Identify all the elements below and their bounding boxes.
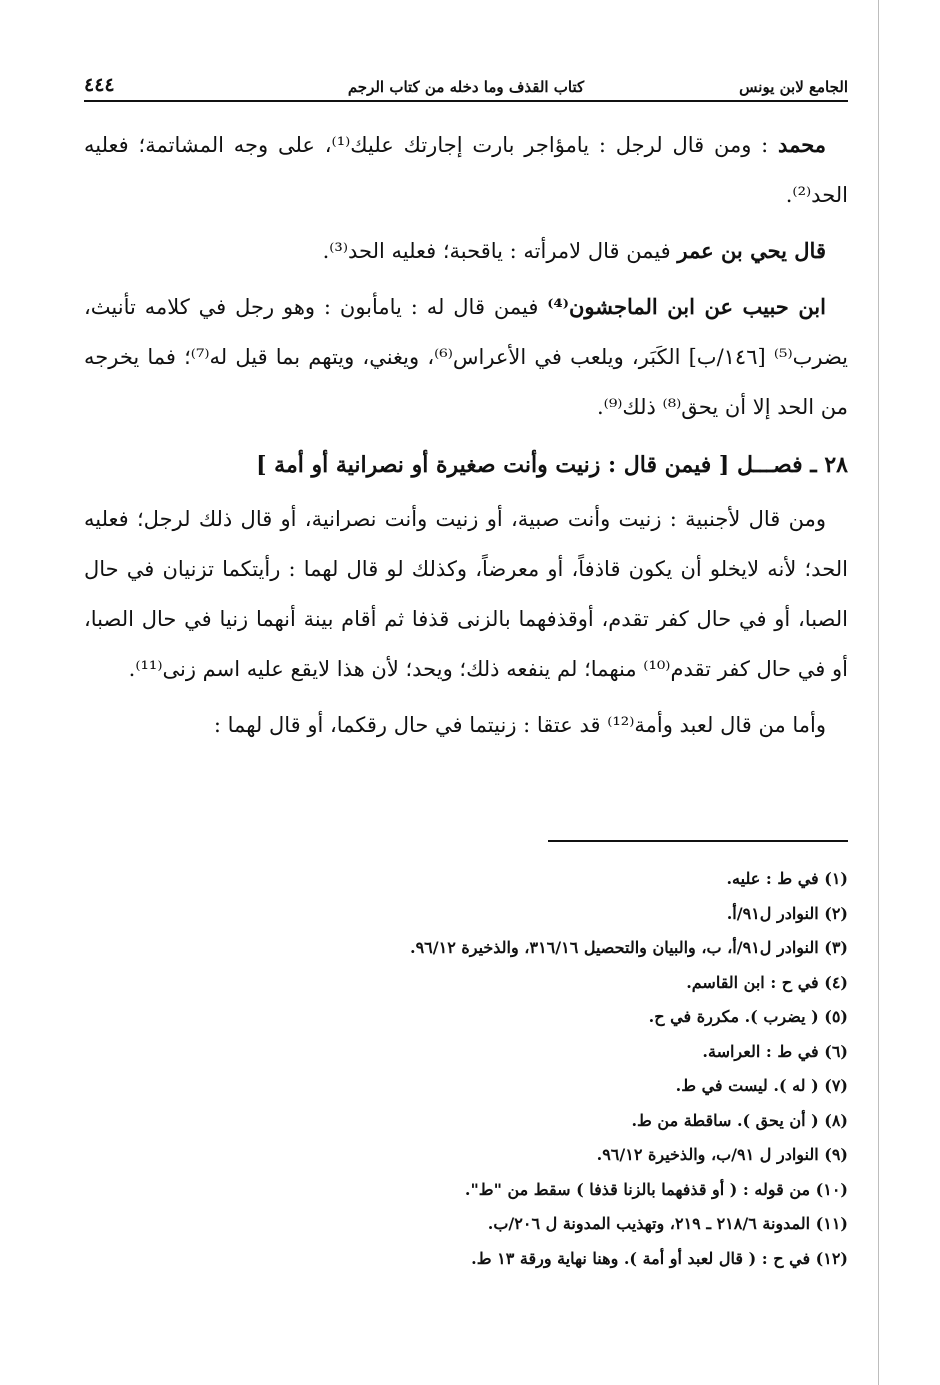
- paragraph-2-text: فيمن قال لامرأته : ياقحبة؛ فعليه الحد⁽³⁾.: [322, 239, 678, 263]
- book-page: [84, 70, 849, 1268]
- footnote: (١١) المدونة ٢١٨/٦ ـ ٢١٩، وتهذيب المدونة ل ٢٠٦/ب.: [487, 1214, 848, 1233]
- paragraph-3-lead: ابن حبيب عن ابن الماجشون⁽⁴⁾: [547, 294, 826, 319]
- footnote: (٨) ( أن يحق ). ساقطة من ط.: [631, 1110, 848, 1130]
- main-text: [84, 120, 848, 750]
- footnote: (٩) النوادر ل ٩١/ب، والذخيرة ٩٦/١٢.: [596, 1145, 848, 1164]
- footnote: (٥) ( يضرب ). مكررة في ح.: [648, 1007, 848, 1026]
- paragraph-2: [84, 226, 848, 276]
- footnotes: [84, 862, 848, 1276]
- page-edge-line: [878, 0, 879, 1385]
- paragraph-3: [84, 282, 848, 432]
- paragraph-1-text: : ومن قال لرجل : يامؤاجر بارت إجارتك عليك⁽¹⁾، على وجه المشاتمة؛ فعليه الحد⁽²⁾.: [84, 133, 848, 207]
- paragraph-2-lead: قال يحي بن عمر: [677, 238, 826, 263]
- footnote: (١٠) من قوله : ( أو قذفهما بالزنا قذفا ) سقط من "ط".: [464, 1179, 848, 1199]
- footnote: (١٢) في ح : ( قال لعبد أو أمة ). وهنا نهاية ورقة ١٣ ط.: [471, 1248, 848, 1268]
- footnote: (١) في ط : عليه.: [726, 869, 848, 888]
- footnote: (٧) ( له ). ليست في ط.: [675, 1076, 848, 1095]
- page-number: ٤٤٤: [84, 74, 115, 96]
- header-book-title: الجامع لابن يونس: [739, 78, 848, 96]
- paragraph-1: [84, 120, 848, 220]
- paragraph-3-text: فيمن قال له : يامأبون : وهو رجل في كلامه تأنيث، يضرب⁽⁵⁾ [١٤٦/ب] الكَبَر، ويلعب في الأعراس⁽⁶⁾، ويغني، ويتهم بما قيل له⁽⁷⁾؛ فما يخرجه من الحد إلا أن يحق⁽⁸⁾ ذلك⁽⁹⁾.: [84, 295, 849, 419]
- paragraph-1-lead: محمد: [778, 132, 827, 157]
- section-paragraph-2: وأما من قال لعبد وأمة⁽¹²⁾ قد عتقا : زنيتما في حال رقكما، أو قال لهما :: [213, 713, 826, 737]
- header-chapter-title: كتاب القذف وما دخله من كتاب الرجم: [347, 78, 585, 96]
- footnote: (٢) النوادر ل٩١/أ.: [726, 903, 848, 923]
- footnote: (٦) في ط : العراسة.: [702, 1041, 848, 1061]
- footnote: (٤) في ح : ابن القاسم.: [686, 972, 848, 992]
- footnote: (٣) النوادر ل٩١/أ، ب، والبيان والتحصيل ٣١٦/١٦، والذخيرة ٩٦/١٢.: [409, 938, 848, 957]
- running-header: [84, 70, 848, 102]
- section-paragraph-1: ومن قال لأجنبية : زنيت وأنت صبية، أو زنيت وأنت نصرانية، أو قال ذلك لرجل؛ فعليه الحد؛ لأنه لايخلو أن يكون قاذفاً، أو معرضاً، وكذلك لو قال لهما : رأيتكما تزنيان في حال الصبا، أو في حال كفر تقدم، أوقذفهما بالزنى قذفا ثم أقام بينة أنهما زنيا في حال الصبا، أو في حال كفر تقدم⁽¹⁰⁾ منهما؛ لم ينفعه ذلك؛ ويحد؛ لأن هذا لايقع عليه اسم زنى⁽¹¹⁾.: [84, 507, 848, 681]
- section-heading: ٢٨ ـ فصـــل [ فيمن قال : زنيت وأنت صغيرة أو نصرانية أو أمة ]: [256, 452, 848, 478]
- footnote-separator: [548, 840, 848, 842]
